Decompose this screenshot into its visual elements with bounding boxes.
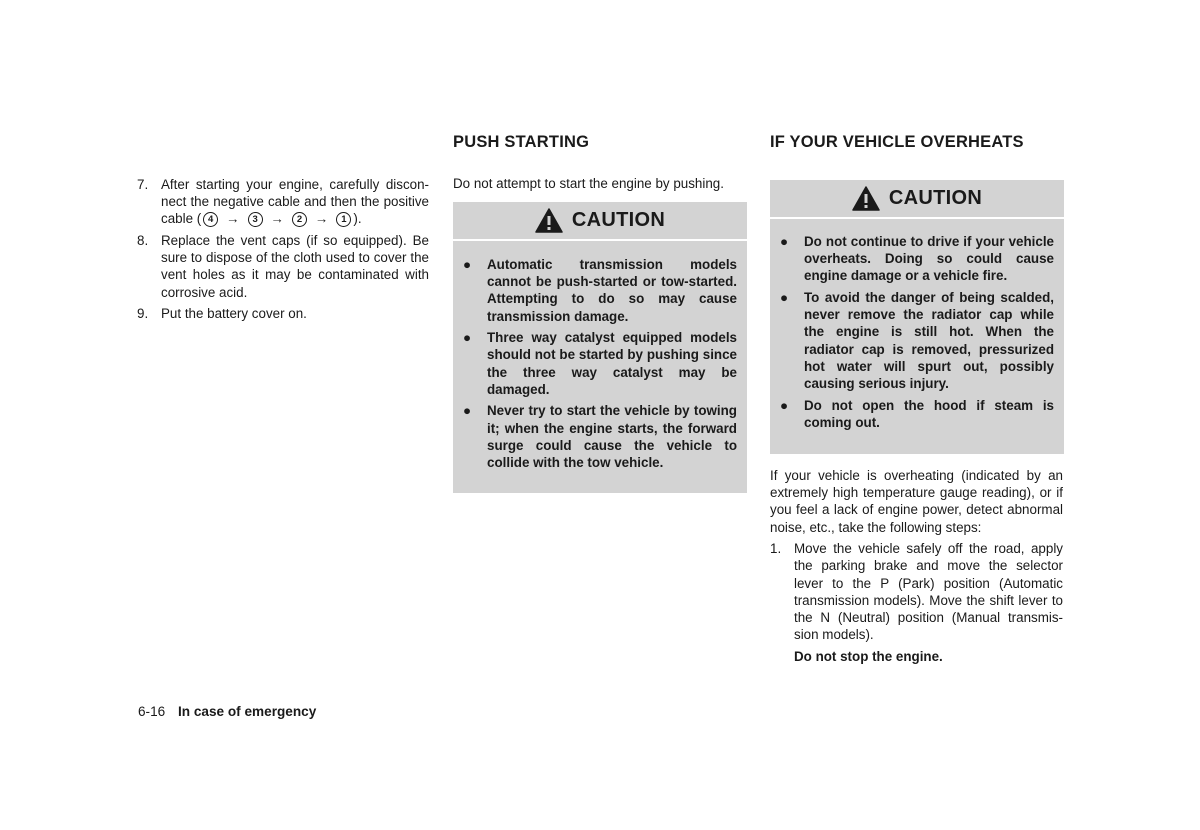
circled-number: 2	[292, 212, 307, 227]
step-number: 7.	[137, 177, 149, 192]
overheats-caution-box	[770, 180, 1064, 454]
bullet-icon: ●	[780, 397, 789, 413]
step-text: Put the battery cover on.	[161, 306, 307, 322]
circled-number: 4	[203, 212, 218, 227]
list-item	[780, 397, 1054, 431]
overheats-heading: IF YOUR VEHICLE OVERHEATS	[770, 133, 1024, 151]
step-text-end: ).	[353, 211, 362, 227]
overheats-body	[770, 467, 1063, 665]
caution-header	[770, 180, 1064, 219]
list-item	[463, 402, 737, 471]
step-number: 1.	[770, 541, 782, 557]
bullet-icon: ●	[780, 234, 789, 249]
footer-title: In case of emergency	[178, 704, 317, 719]
overheats-steps-list	[770, 540, 1063, 643]
overheats-bold-note: Do not stop the engine.	[794, 648, 943, 664]
caution-text: Do not continue to drive if your vehicle overheats. Doing so could cause engine damage or a vehicle fire.	[804, 234, 1054, 284]
caution-text: Three way catalyst equipped models should not be started by pushing since the three way catalyst may be damaged.	[487, 330, 737, 397]
list-item	[770, 540, 1063, 643]
caution-text: Automatic transmission models cannot be push-started or tow-started. Attempting to do so may cause transmission damage.	[487, 257, 737, 324]
step-number: 9.	[137, 306, 149, 322]
left-column	[137, 176, 429, 327]
list-item	[780, 289, 1054, 392]
caution-text: To avoid the danger of being scalded, never remove the radiator cap while the engine is still hot. When the radiator cap is removed, pressurized hot water will spurt out, possibly causing serious injury.	[804, 290, 1054, 392]
caution-label: CAUTION	[888, 187, 983, 209]
overheats-paragraph: If your vehicle is overheating (indicated by an extremely high temperature gauge reading), or if you feel a lack of engine power, detect abnormal noise, etc., take the following steps:	[770, 468, 1063, 535]
list-item	[137, 176, 429, 228]
list-item	[137, 232, 429, 301]
caution-label: CAUTION	[571, 209, 666, 231]
caution-list	[453, 241, 747, 471]
arrow-icon: →	[314, 211, 329, 227]
caution-list	[770, 219, 1064, 431]
list-item	[780, 233, 1054, 285]
arrow-icon: →	[226, 211, 240, 227]
bullet-icon: ●	[463, 330, 472, 346]
page-footer	[138, 704, 316, 719]
push-starting-intro: Do not attempt to start the engine by pushing.	[453, 176, 724, 191]
caution-header	[453, 202, 747, 241]
page-number: 6-16	[138, 704, 166, 719]
bullet-icon: ●	[463, 257, 472, 272]
circled-number: 3	[248, 212, 263, 227]
push-starting-heading: PUSH STARTING	[453, 133, 590, 151]
caution-text: Do not open the hood if steam is coming out.	[804, 397, 1054, 430]
circled-number: 1	[336, 212, 351, 227]
step-text: Move the vehicle safely off the road, apply the parking brake and move the selector lever to the P (Park) position (Automatic transmission models). Move the shift lever to the N (Neutral) position (Manual transmis-sion models).	[794, 541, 1063, 643]
bullet-icon: ●	[463, 403, 472, 419]
bullet-icon: ●	[780, 290, 789, 305]
caution-text: Never try to start the vehicle by towing it; when the engine starts, the forward surge could cause the vehicle to collide with the tow vehicle.	[487, 403, 737, 471]
arrow-icon: →	[270, 211, 284, 227]
step-text: After starting your engine, carefully discon-nect the negative cable and then the positive cable (	[161, 177, 429, 227]
battery-steps-list	[137, 176, 429, 322]
warning-triangle-icon	[852, 186, 880, 211]
list-item	[137, 305, 429, 322]
step-text: Replace the vent caps (if so equipped). Be sure to dispose of the cloth used to cover the vent holes as it may be contaminated with corrosive acid.	[161, 233, 429, 300]
list-item	[463, 329, 737, 398]
list-item	[463, 256, 737, 325]
step-number: 8.	[137, 233, 149, 248]
warning-triangle-icon	[535, 208, 563, 233]
push-starting-caution-box	[453, 202, 747, 493]
